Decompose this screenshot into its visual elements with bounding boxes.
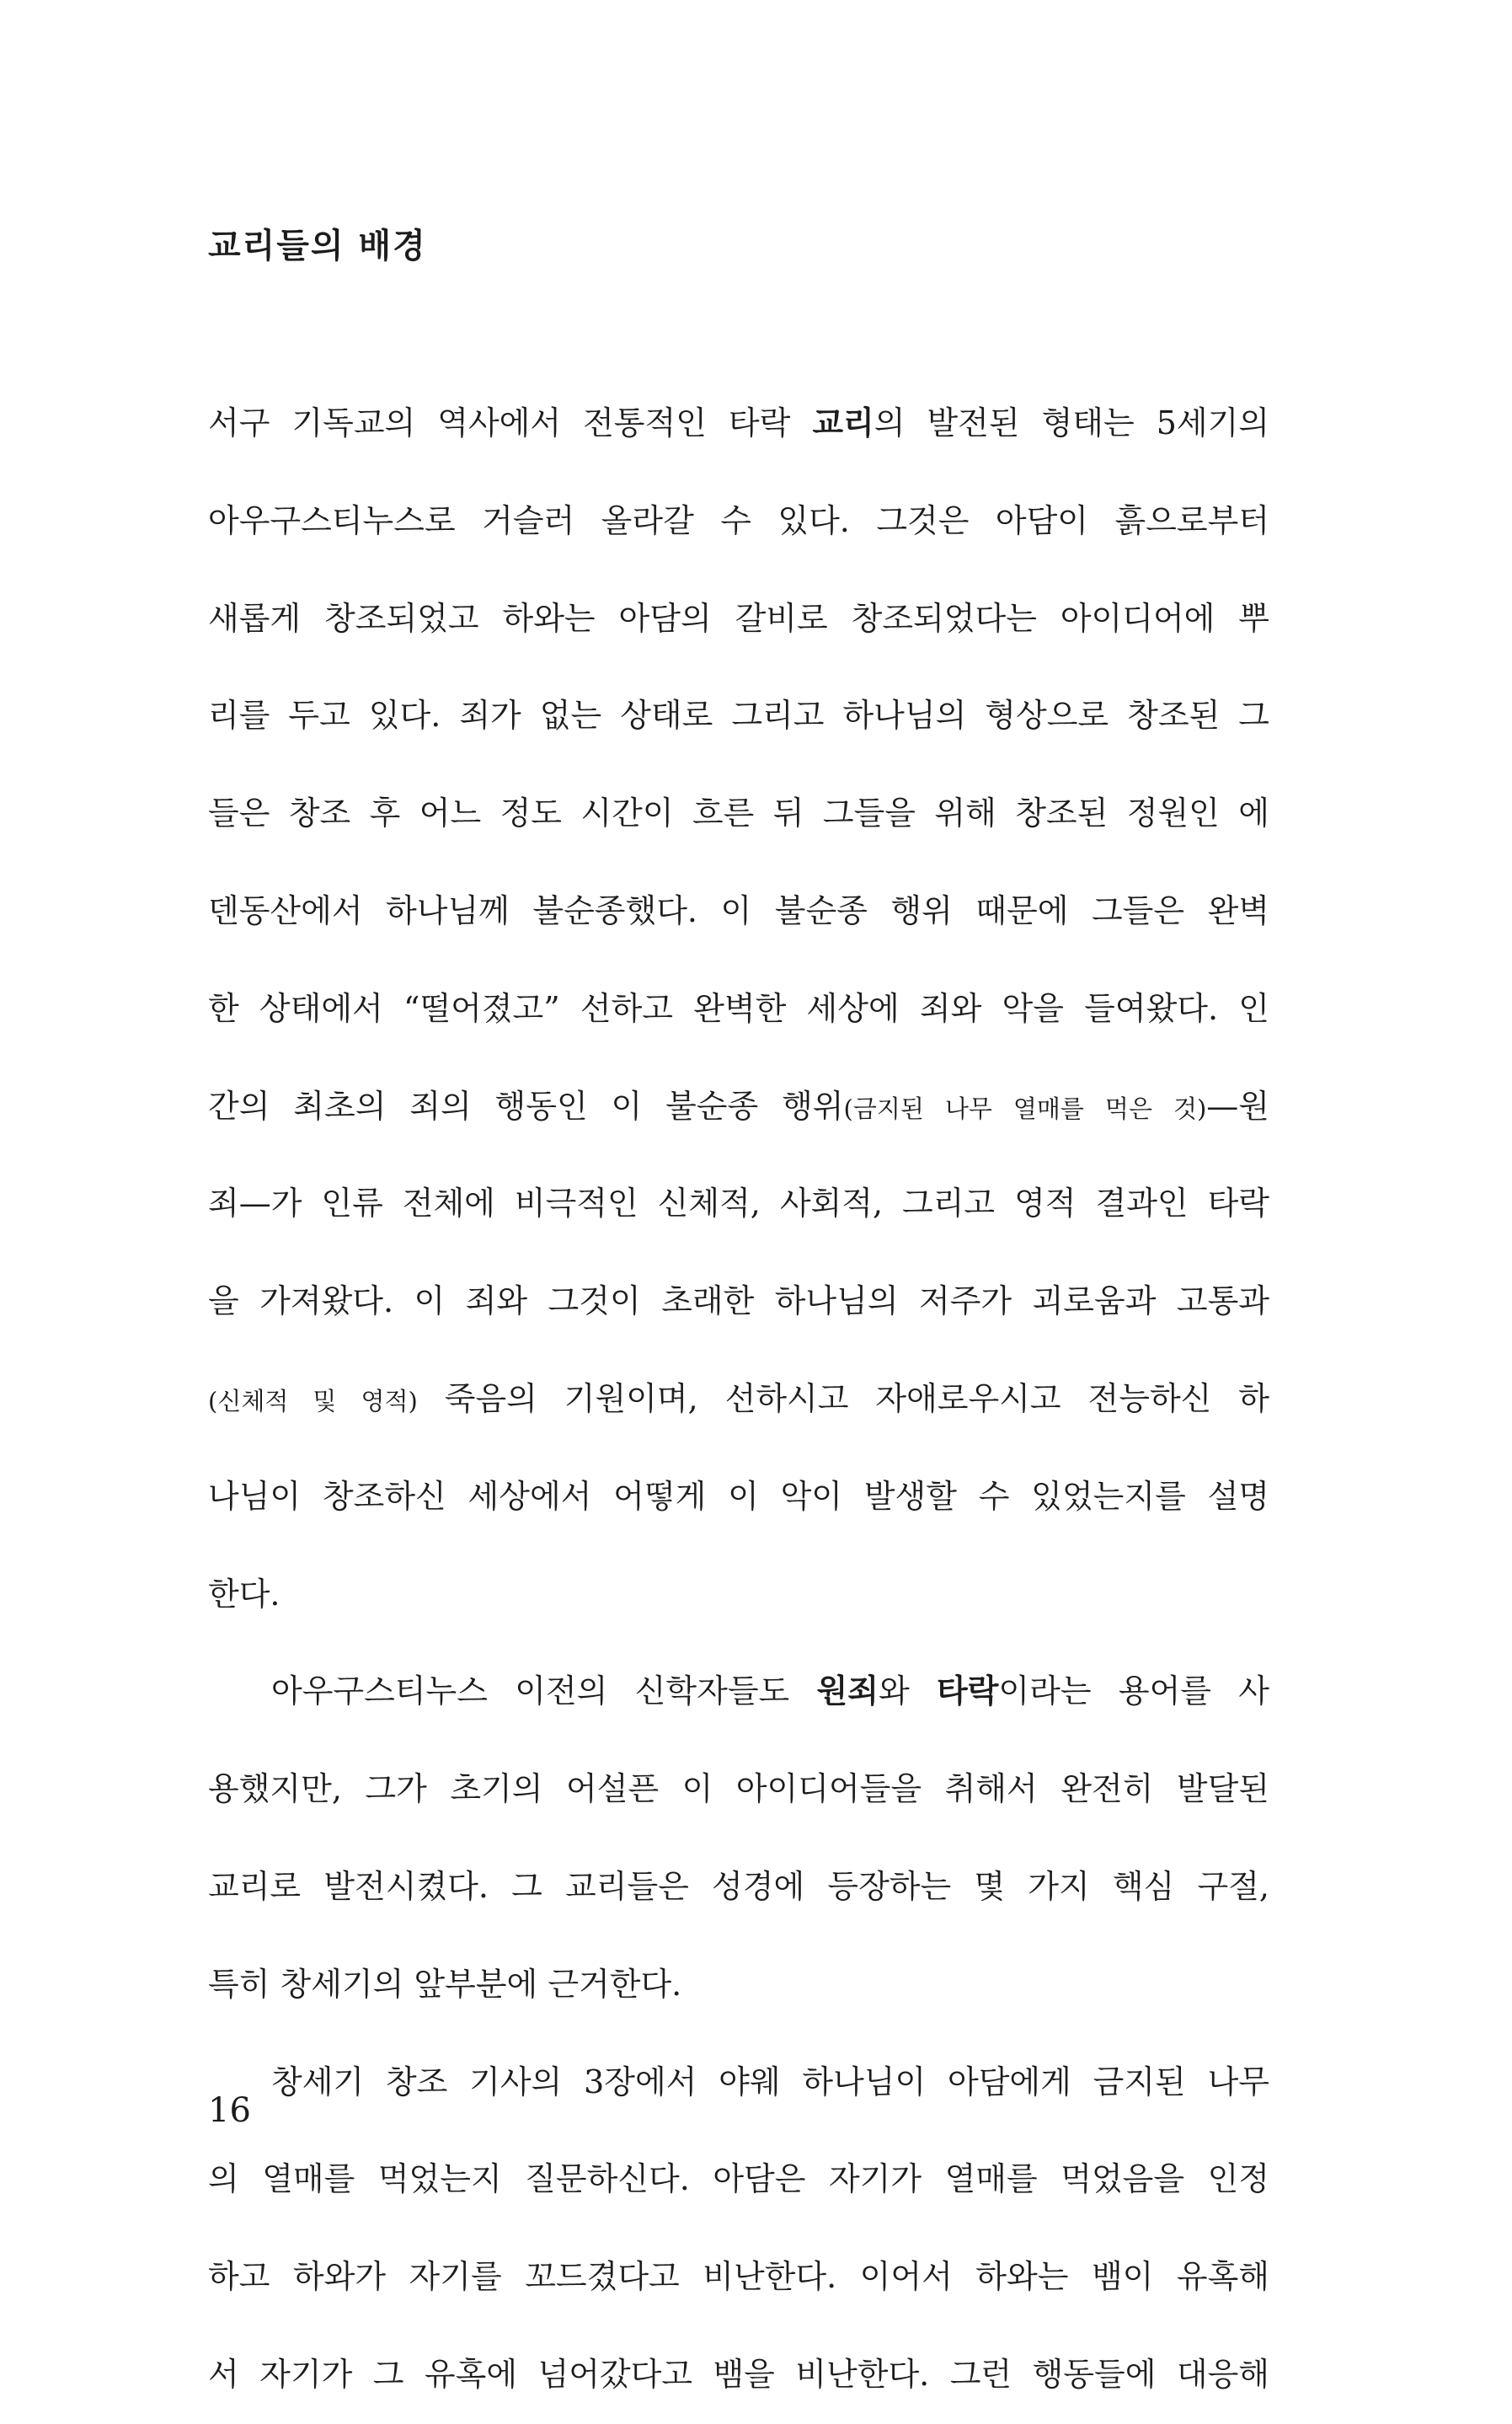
text-line <box>208 1643 1269 1741</box>
text-segment: 아우구스티누스 이전의 신학자들도 <box>271 1672 817 1710</box>
section-heading: 교리들의 배경 <box>208 227 427 265</box>
bold-term: 교리 <box>812 404 874 441</box>
text-line <box>208 1936 1269 2034</box>
text-line <box>208 1448 1269 1546</box>
text-line <box>208 961 1269 1058</box>
bold-term: 원죄 <box>816 1672 879 1710</box>
text-line <box>208 667 1269 765</box>
parenthetical-note: (금지된 나무 열매를 먹은 것) <box>843 1094 1207 1123</box>
text-segment: 하고 하와가 자기를 꼬드겼다고 비난한다. 이어서 하와는 뱀이 유혹해 <box>208 2258 1269 2296</box>
text-segment: —원 <box>1206 1087 1269 1125</box>
text-segment: 서 자기가 그 유혹에 넘어갔다고 뱀을 비난한다. 그런 행동들에 대응해 <box>208 2355 1269 2393</box>
text-segment: 나님이 창조하신 세상에서 어떻게 이 악이 발생할 수 있었는지를 설명 <box>208 1477 1269 1515</box>
text-line <box>208 570 1269 668</box>
text-segment: 한 상태에서 “떨어졌고” 선하고 완벽한 세상에 죄와 악을 들여왔다. 인 <box>208 989 1269 1027</box>
text-segment: 의 발전된 형태는 5세기의 <box>874 404 1269 441</box>
text-line <box>208 863 1269 961</box>
text-line <box>208 1741 1269 1838</box>
parenthetical-note: (신체적 및 영적) <box>208 1386 418 1415</box>
text-segment: 와 <box>878 1672 937 1710</box>
text-line <box>208 1546 1269 1644</box>
text-line <box>208 1253 1269 1351</box>
text-line <box>208 765 1269 863</box>
text-line <box>208 375 1269 473</box>
text-segment: 새롭게 창조되었고 하와는 아담의 갈비로 창조되었다는 아이디어에 뿌 <box>208 599 1269 637</box>
text-line <box>208 1058 1269 1156</box>
body-text <box>208 375 1269 2424</box>
page-number: 16 <box>208 2091 251 2130</box>
text-segment: 덴동산에서 하나님께 불순종했다. 이 불순종 행위 때문에 그들은 완벽 <box>208 891 1269 929</box>
text-segment: 특히 창세기의 앞부분에 근거한다. <box>208 1965 682 2003</box>
text-segment: 이라는 용어를 사 <box>998 1672 1269 1710</box>
text-segment: 죄—가 인류 전체에 비극적인 신체적, 사회적, 그리고 영적 결과인 타락 <box>208 1185 1269 1223</box>
text-segment: 창세기 창조 기사의 3장에서 야웨 하나님이 아담에게 금지된 나무 <box>271 2063 1269 2100</box>
text-line <box>208 1838 1269 1936</box>
text-segment: 리를 두고 있다. 죄가 없는 상태로 그리고 하나님의 형상으로 창조된 그 <box>208 697 1269 735</box>
text-line <box>208 1351 1269 1448</box>
text-line <box>208 2229 1269 2326</box>
text-segment: 죽음의 기원이며, 선하시고 자애로우시고 전능하신 하 <box>417 1379 1269 1417</box>
text-segment: 교리로 발전시켰다. 그 교리들은 성경에 등장하는 몇 가지 핵심 구절, <box>208 1867 1269 1905</box>
text-segment: 서구 기독교의 역사에서 전통적인 타락 <box>208 404 813 441</box>
text-line <box>208 473 1269 570</box>
text-segment: 의 열매를 먹었는지 질문하신다. 아담은 자기가 열매를 먹었음을 인정 <box>208 2160 1269 2198</box>
text-line <box>208 1155 1269 1253</box>
text-line <box>208 2326 1269 2424</box>
text-segment: 한다. <box>208 1575 280 1613</box>
text-segment: 들은 창조 후 어느 정도 시간이 흐른 뒤 그들을 위해 창조된 정원인 에 <box>208 795 1269 832</box>
text-line <box>208 2131 1269 2229</box>
text-segment: 을 가져왔다. 이 죄와 그것이 초래한 하나님의 저주가 괴로움과 고통과 <box>208 1282 1269 1320</box>
text-segment: 간의 최초의 죄의 행동인 이 불순종 행위 <box>208 1087 844 1125</box>
text-segment: 아우구스티누스로 거슬러 올라갈 수 있다. 그것은 아담이 흙으로부터 <box>208 501 1269 539</box>
text-line <box>208 2034 1269 2132</box>
bold-term: 타락 <box>937 1672 999 1710</box>
text-segment: 용했지만, 그가 초기의 어설픈 이 아이디어들을 취해서 완전히 발달된 <box>208 1770 1269 1808</box>
